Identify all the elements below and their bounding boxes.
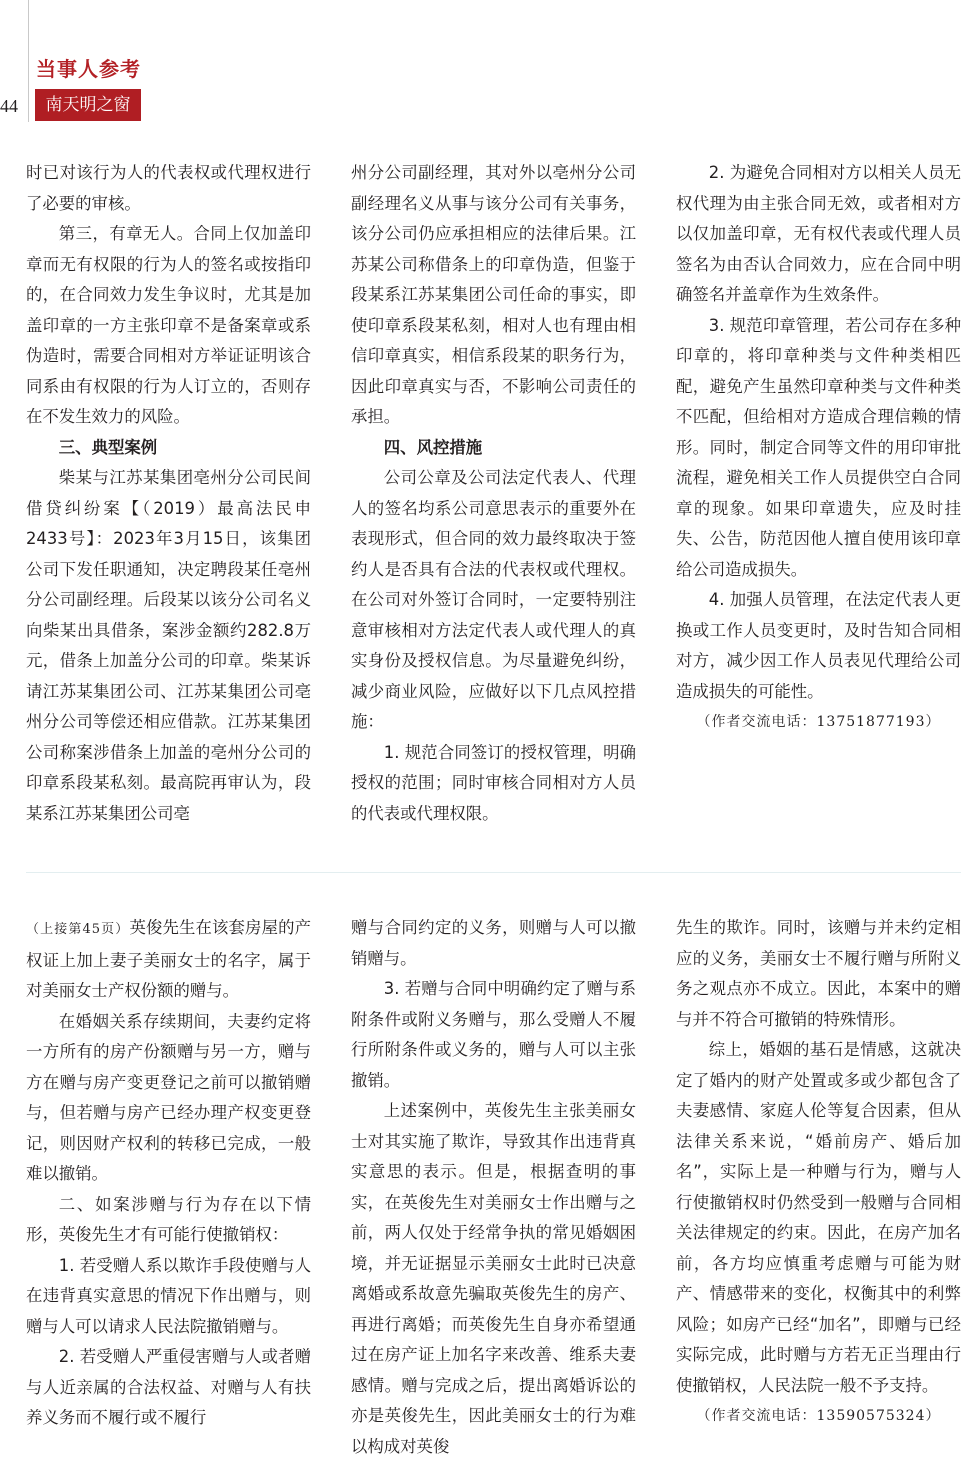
paragraph: 3. 若赠与合同中明确约定了赠与系附条件或附义务赠与，那么受赠人不履行所附条件或义务的，赠与人可以主张撤销。 (351, 979, 636, 1090)
paragraph: 4. 加强人员管理，在法定代表人更换或工作人员变更时，及时告知合同相对方，减少因工作人员表见代理给公司造成损失的可能性。 (676, 590, 961, 701)
paragraph: 时已对该行为人的代表权或代理权进行了必要的审核。 (26, 163, 311, 213)
article2-column-1 (26, 913, 311, 1434)
article1-column-1 (26, 158, 311, 829)
paragraph: 上述案例中，英俊先生主张美丽女士对其实施了欺诈，导致其作出违背真实意思的表示。但是，根据查明的事实，在英俊先生对美丽女士作出赠与之前，两人仅处于经常争执的常见婚姻困境，并无证据显示美丽女士此时已决意离婚或系故意先骗取英俊先生的房产、再进行离婚；而英俊先生自身亦希望通过在房产证上加名字来改善、维系夫妻感情。赠与完成之后，提出离婚诉讼的亦是英俊先生，因此美丽女士的行为难以构成对英俊 (351, 1101, 636, 1456)
section-heading: 三、典型案例 (58, 437, 158, 457)
article-divider (26, 872, 961, 873)
article1-column-3 (676, 158, 961, 738)
article1-column-2 (351, 158, 636, 829)
continuation-note: （上接第45页） (26, 922, 130, 937)
section-heading: 四、风控措施 (383, 437, 483, 457)
paragraph: 先生的欺诈。同时，该赠与并未约定相应的义务，美丽女士不履行赠与所附义务之观点亦不成立。因此，本案中的赠与并不符合可撤销的特殊情形。 (676, 918, 961, 1029)
page-number: 44 (0, 96, 18, 116)
paragraph: 2. 若受赠人严重侵害赠与人或者赠与人近亲属的合法权益、对赠与人有扶养义务而不履行或不履行 (26, 1347, 311, 1427)
paragraph-text: 英俊先生在该套房屋的产权证上加上妻子美丽女士的名字，属于对美丽女士产权份额的赠与。 (26, 918, 312, 1000)
paragraph: 柴某与江苏某集团亳州分公司民间借贷纠纷案【（2019）最高法民申2433号】：2023年3月15日，该集团公司下发任职通知，决定聘段某任亳州分公司副经理。后段某以该分公司名义向柴某出具借条，案涉金额约282.8万元，借条上加盖分公司的印章。柴某诉请江苏某集团公司、江苏某集团公司亳州分公司等偿还相应借款。江苏某集团公司称案涉借条上加盖的亳州分公司的印章系段某私刻。最高院再审认为，段某系江苏某集团公司亳 (26, 468, 311, 823)
paragraph: 赠与合同约定的义务，则赠与人可以撤销赠与。 (351, 918, 636, 968)
paragraph: 公司公章及公司法定代表人、代理人的签名均系公司意思表示的重要外在表现形式，但合同的效力最终取决于签约人是否具有合法的代表权或代理权。在公司对外签订合同时，一定要特别注意审核相对方法定代表人或代理人的真实身份及授权信息。为尽量避免纠纷，减少商业风险，应做好以下几点风控措施： (351, 468, 636, 731)
paragraph (26, 913, 311, 1007)
section-title: 当事人参考 (36, 57, 141, 81)
author-contact: （作者交流电话：13590575324） (696, 1408, 941, 1424)
paragraph: 1. 若受赠人系以欺诈手段使赠与人在违背真实意思的情况下作出赠与，则赠与人可以请求人民法院撤销赠与。 (26, 1255, 311, 1336)
paragraph: 在婚姻关系存续期间，夫妻约定将一方所有的房产份额赠与另一方，赠与方在赠与房产变更登记之前可以撤销赠与，但若赠与房产已经办理产权变更登记，则因财产权利的转移已完成，一般难以撤销。 (26, 1011, 311, 1183)
paragraph: 综上，婚姻的基石是情感，这就决定了婚内的财产处置或多或少都包含了夫妻感情、家庭人伦等复合因素，但从法律关系来说，“婚前房产、婚后加名”，实际上是一种赠与行为，赠与人行使撤销权时仍然受到一般赠与合同相关法律规定的约束。因此，在房产加名前，各方均应慎重考虑赠与可能为财产、情感带来的变化，权衡其中的利弊风险；如房产已经“加名”，即赠与已经实际完成，此时赠与方若无正当理由行使撤销权，人民法院一般不予支持。 (676, 1040, 961, 1395)
paragraph: 第三，有章无人。合同上仅加盖印章而无有权限的行为人的签名或按指印的，在合同效力发生争议时，尤其是加盖印章的一方主张印章不是备案章或系伪造时，需要合同相对方举证证明该合同系由有权限的行为人订立的，否则存在不发生效力的风险。 (26, 224, 311, 426)
column-badge: 南天明之窗 (35, 89, 141, 121)
paragraph: 1. 规范合同签订的授权管理，明确授权的范围；同时审核合同相对方人员的代表或代理权限。 (351, 742, 636, 823)
margin-rule (28, 0, 29, 122)
paragraph: 州分公司副经理，其对外以亳州分公司副经理名义从事与该分公司有关事务，该分公司仍应承担相应的法律后果。江苏某公司称借条上的印章伪造，但鉴于段某系江苏某集团公司任命的事实，即使印章系段某私刻，相对人也有理由相信印章真实，相信系段某的职务行为，因此印章真实与否，不影响公司责任的承担。 (351, 163, 636, 426)
paragraph: 2. 为避免合同相对方以相关人员无权代理为由主张合同无效，或者相对方以仅加盖印章，无有权代表或代理人员签名为由否认合同效力，应在合同中明确签名并盖章作为生效条件。 (676, 163, 961, 304)
paragraph: 二、如案涉赠与行为存在以下情形，英俊先生才有可能行使撤销权： (26, 1194, 311, 1244)
paragraph: 3. 规范印章管理，若公司存在多种印章的，将印章种类与文件种类相匹配，避免产生虽然印章种类与文件种类不匹配，但给相对方造成合理信赖的情形。同时，制定合同等文件的用印审批流程，避免相关工作人员提供空白合同章的现象。如果印章遗失，应及时挂失、公告，防范因他人擅自使用该印章给公司造成损失。 (676, 315, 961, 579)
article2-column-2 (351, 913, 636, 1462)
author-contact: （作者交流电话：13751877193） (696, 714, 941, 730)
article2-column-3 (676, 913, 961, 1432)
